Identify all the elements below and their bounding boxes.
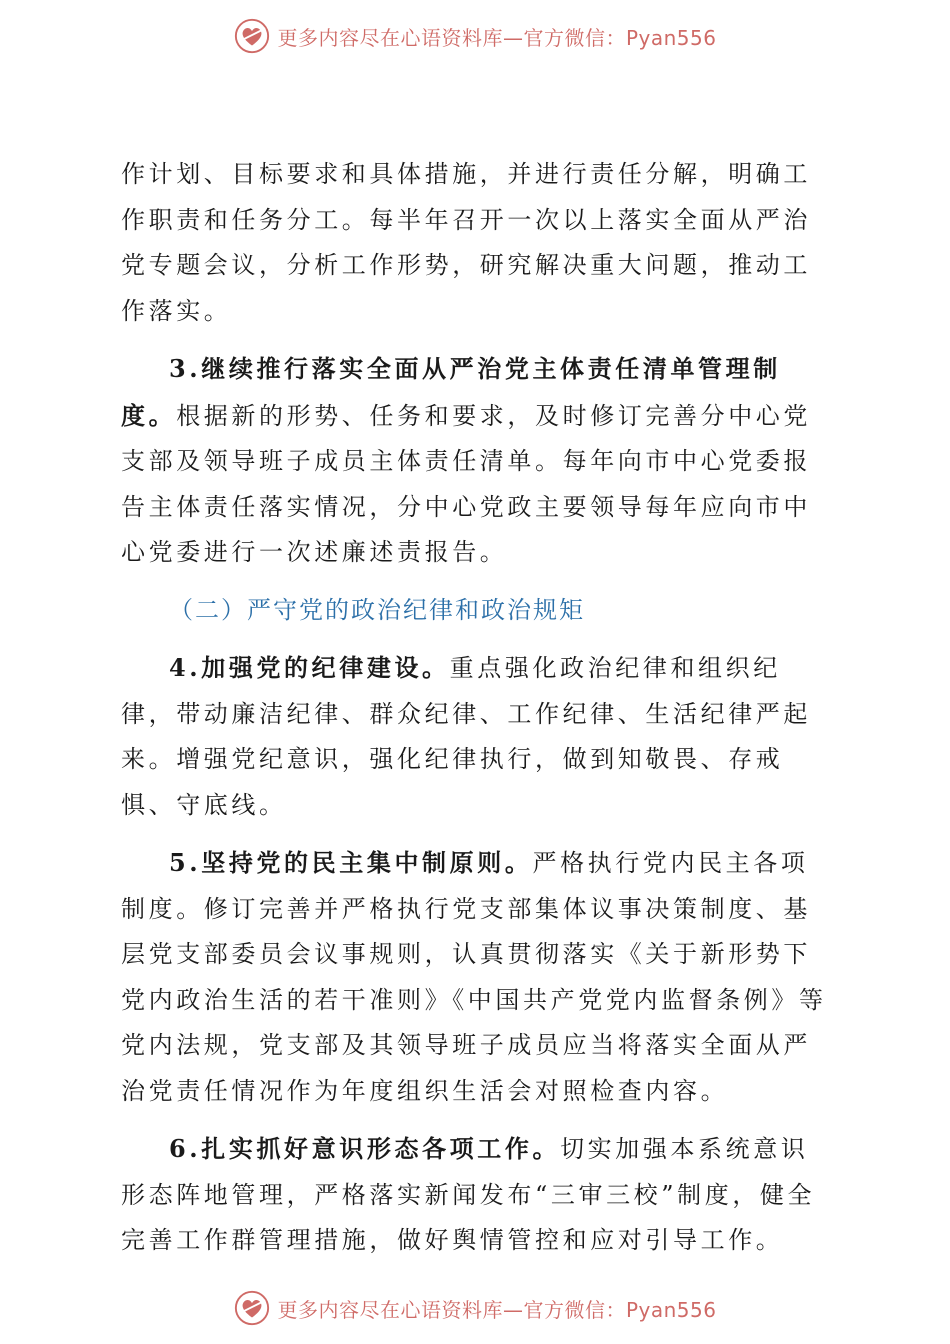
heart-stamp-logo-icon	[233, 17, 271, 55]
item-lead-5: 5.坚持党的民主集中制原则。	[169, 848, 533, 877]
item-lead-3: 3.继续推行落实全面从严治党主体责任清单管理制度。	[121, 354, 781, 430]
header-banner	[0, 14, 950, 58]
item-paragraph-3	[121, 346, 833, 576]
item-text-4: 重点强化政治纪律和组织纪律，带动廉洁纪律、群众纪律、工作纪律、生活纪律严起来。增强党纪意识，强化纪律执行，做到知敬畏、存戒惧、守底线。	[121, 654, 811, 819]
item-paragraph-4	[121, 645, 833, 828]
banner-text: 更多内容尽在心语资料库—官方微信：Pyan556	[277, 25, 717, 50]
item-paragraph-6	[121, 1126, 833, 1264]
heart-stamp-logo-icon	[233, 1289, 271, 1327]
item-text-3: 根据新的形势、任务和要求，及时修订完善分中心党支部及领导班子成员主体责任清单。每年向市中心党委报告主体责任落实情况，分中心党政主要领导每年应向市中心党委进行一次述廉述责报告。	[121, 401, 812, 566]
item-text-5: 严格执行党内民主各项制度。修订完善并严格执行党支部集体议事决策制度、基层党支部委员会议事规则，认真贯彻落实《关于新形势下党内政治生活的若干准则》《中国共产党党内监督条例》等党内法规，党支部及其领导班子成员应当将落实全面从严治党责任情况作为年度组织生活会对照检查内容。	[121, 849, 827, 1105]
item-lead-4: 4.加强党的纪律建设。	[169, 653, 450, 682]
continued-paragraph: 作计划、目标要求和具体措施，并进行责任分解，明确工作职责和任务分工。每半年召开一次以上落实全面从严治党专题会议，分析工作形势，研究解决重大问题，推动工作落实。	[121, 160, 811, 325]
section-heading: （二）严守党的政治纪律和政治规矩	[169, 595, 585, 624]
banner-text: 更多内容尽在心语资料库—官方微信：Pyan556	[277, 1297, 717, 1322]
item-paragraph-5	[121, 840, 833, 1114]
item-lead-6: 6.扎实抓好意识形态各项工作。	[169, 1134, 561, 1163]
document-body	[121, 152, 833, 1276]
footer-banner	[0, 1286, 950, 1330]
item-text-6: 切实加强本系统意识形态阵地管理，严格落实新闻发布“三审三校”制度，健全完善工作群管理措施，做好舆情管控和应对引导工作。	[121, 1135, 816, 1254]
